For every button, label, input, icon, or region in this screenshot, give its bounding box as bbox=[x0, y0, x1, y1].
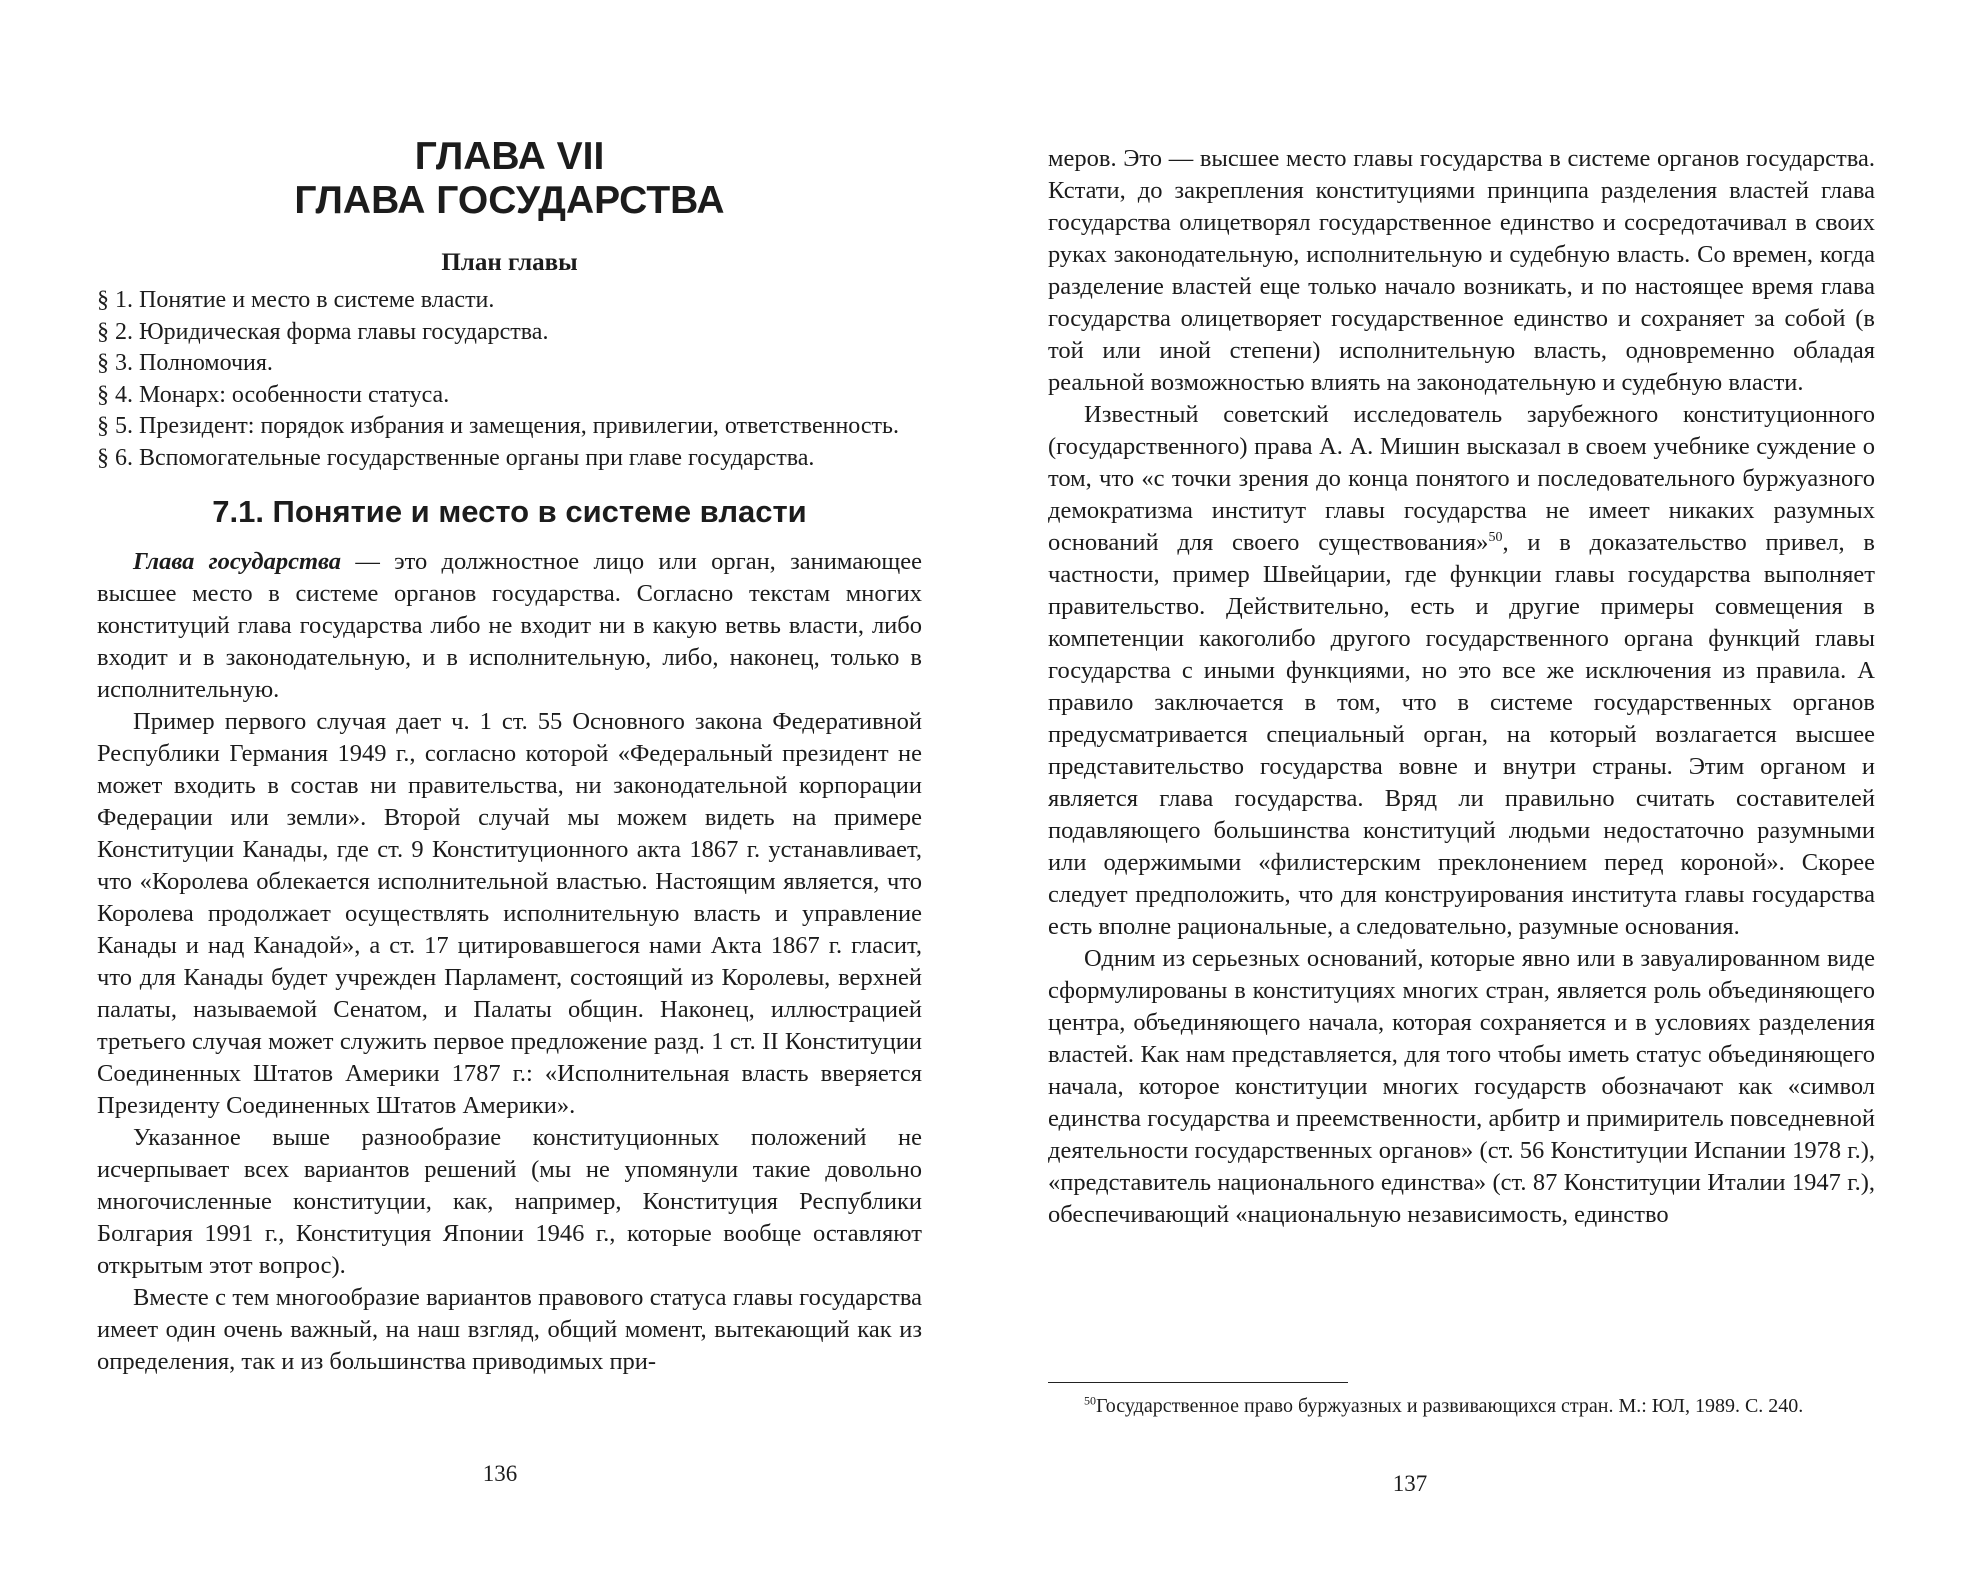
chapter-number: ГЛАВА VII bbox=[414, 135, 605, 178]
plan-title: План главы bbox=[441, 249, 578, 276]
paragraph bbox=[1048, 399, 1875, 943]
paragraph: Одним из серьезных оснований, которые явно или в завуалированном виде сформулированы в конституциях многих стран, является роль объединяющего центра, объединяющего начала, которая сохраняется и в условиях разделения властей. Как нам представляется, для того чтобы иметь статус объединяющего начала, которое конституции многих государств обозначают как «символ единства государства и преемственности, арбитр и примиритель повседневной деятельности государственных органов» (ст. 56 Конституции Испании 1978 г.), «представитель национального единства» (ст. 87 Конституции Италии 1947 г.), обеспечивающий «национальную независимость, единство bbox=[1048, 945, 1875, 1228]
plan-item: § 3. Полномочия. bbox=[97, 350, 273, 376]
footnote bbox=[1048, 1392, 1875, 1421]
paragraph-definition bbox=[97, 546, 922, 706]
defined-term: Глава государства bbox=[133, 548, 342, 575]
right-page bbox=[980, 0, 1961, 1577]
footnote-text: Государственное право буржуазных и развивающихся стран. М.: ЮЛ, 1989. С. 240. bbox=[1096, 1395, 1804, 1417]
paragraph-text: Известный советский исследователь зарубежного конституционного (государственного) права А. А. Мишин высказал в своем учебнике суждение о том, что «с точки зрения до конца понятого и последовательного буржуазного демократизма институт главы государства не имеет никаких разумных оснований для своего существования» bbox=[1048, 401, 1875, 556]
footnote-reference[interactable]: 50 bbox=[1488, 529, 1503, 545]
footnote-divider bbox=[1048, 1382, 1348, 1383]
paragraph: Вместе с тем многообразие вариантов правового статуса главы государства имеет один очень важный, на наш взгляд, общий момент, вытекающий как из определения, так и из большинства приводимых при- bbox=[97, 1284, 922, 1375]
right-page-content bbox=[1048, 143, 1875, 1231]
left-page-content bbox=[97, 135, 922, 1378]
left-page bbox=[0, 0, 980, 1577]
plan-item: § 1. Понятие и место в системе власти. bbox=[97, 287, 495, 313]
plan-item: § 6. Вспомогательные государственные органы при главе государства. bbox=[97, 444, 815, 471]
page-number: 137 bbox=[1392, 1471, 1428, 1496]
plan-item: § 5. Президент: порядок избрания и замещения, привилегии, ответственность. bbox=[97, 413, 899, 439]
paragraph: меров. Это — высшее место главы государства в системе органов государства. Кстати, до закрепления конституциями принципа разделения властей глава государства олицетворял государственное единство и сосредотачивал в своих руках законодательную, исполнительную и судебную власть. Со времен, когда разделение властей еще только начало возникать, и по настоящее время глава государства олицетворяет государственное единство и сохраняет за собой (в той или иной степени) исполнительную власть, одновременно обладая реальной возможностью влиять на законодательную и судебную власти. bbox=[1048, 145, 1875, 396]
chapter-title: ГЛАВА ГОСУДАРСТВА bbox=[294, 179, 725, 222]
section-title: 7.1. Понятие и место в системе власти bbox=[212, 494, 807, 529]
plan-list bbox=[97, 285, 922, 474]
footnote-number: 50 bbox=[1084, 1393, 1096, 1408]
paragraph: Указанное выше разнообразие конституционных положений не исчерпывает всех вариантов решений (мы не упомянули такие довольно многочисленные конституции, как, например, Конституция Республики Болгария 1991 г., Конституция Японии 1946 г., которые вообще оставляют открытым этот вопрос). bbox=[97, 1124, 922, 1279]
plan-item: § 2. Юридическая форма главы государства. bbox=[97, 318, 549, 345]
definition-text: — это должностное лицо или орган, занимающее высшее место в системе органов государства. Согласно текстам многих конституций глава государства либо не входит ни в какую ветвь власти, либо входит и в законодательную, и в исполнительную, либо, наконец, только в исполнительную. bbox=[97, 548, 922, 703]
plan-item: § 4. Монарх: особенности статуса. bbox=[97, 381, 450, 408]
paragraph-text: , и в доказательство привел, в частности, пример Швейцарии, где функции главы государства выполняет правительство. Действительно, есть и другие примеры совмещения в компетенции какоголибо другого государственного органа функций главы государства с иными функциями, но это все же исключения из правила. А правило заключается в том, что в системе государственных органов предусматривается специальный орган, на который возлагается высшее представительство государства вовне и внутри страны. Этим органом и является глава государства. Вряд ли правильно считать составителей подавляющего большинства конституций людьми недостаточно разумными или одержимыми «филистерским преклонением перед короной». Скорее следует предположить, что для конструирования института главы государства есть вполне рациональные, а следовательно, разумные основания. bbox=[1048, 529, 1876, 940]
page-number: 136 bbox=[482, 1461, 518, 1486]
paragraph: Пример первого случая дает ч. 1 ст. 55 Основного закона Федеративной Республики Германия 1949 г., согласно которой «Федеральный президент не может входить в состав ни правительства, ни законодательной корпорации Федерации или земли». Второй случай мы можем видеть на примере Конституции Канады, где ст. 9 Конституционного акта 1867 г. устанавливает, что «Королева облекается исполнительной властью. Настоящим является, что Королева продолжает осуществлять исполнительную власть и управление Канады и над Канадой», а ст. 17 цитировавшегося нами Акта 1867 г. гласит, что для Канады будет учрежден Парламент, состоящий из Королевы, верхней палаты, называемой Сенатом, и Палаты общин. Наконец, иллюстрацией третьего случая может служить первое предложение разд. 1 ст. II Конституции Соединенных Штатов Америки 1787 г.: «Исполнительная власть вверяется Президенту Соединенных Штатов Америки». bbox=[97, 708, 922, 1119]
